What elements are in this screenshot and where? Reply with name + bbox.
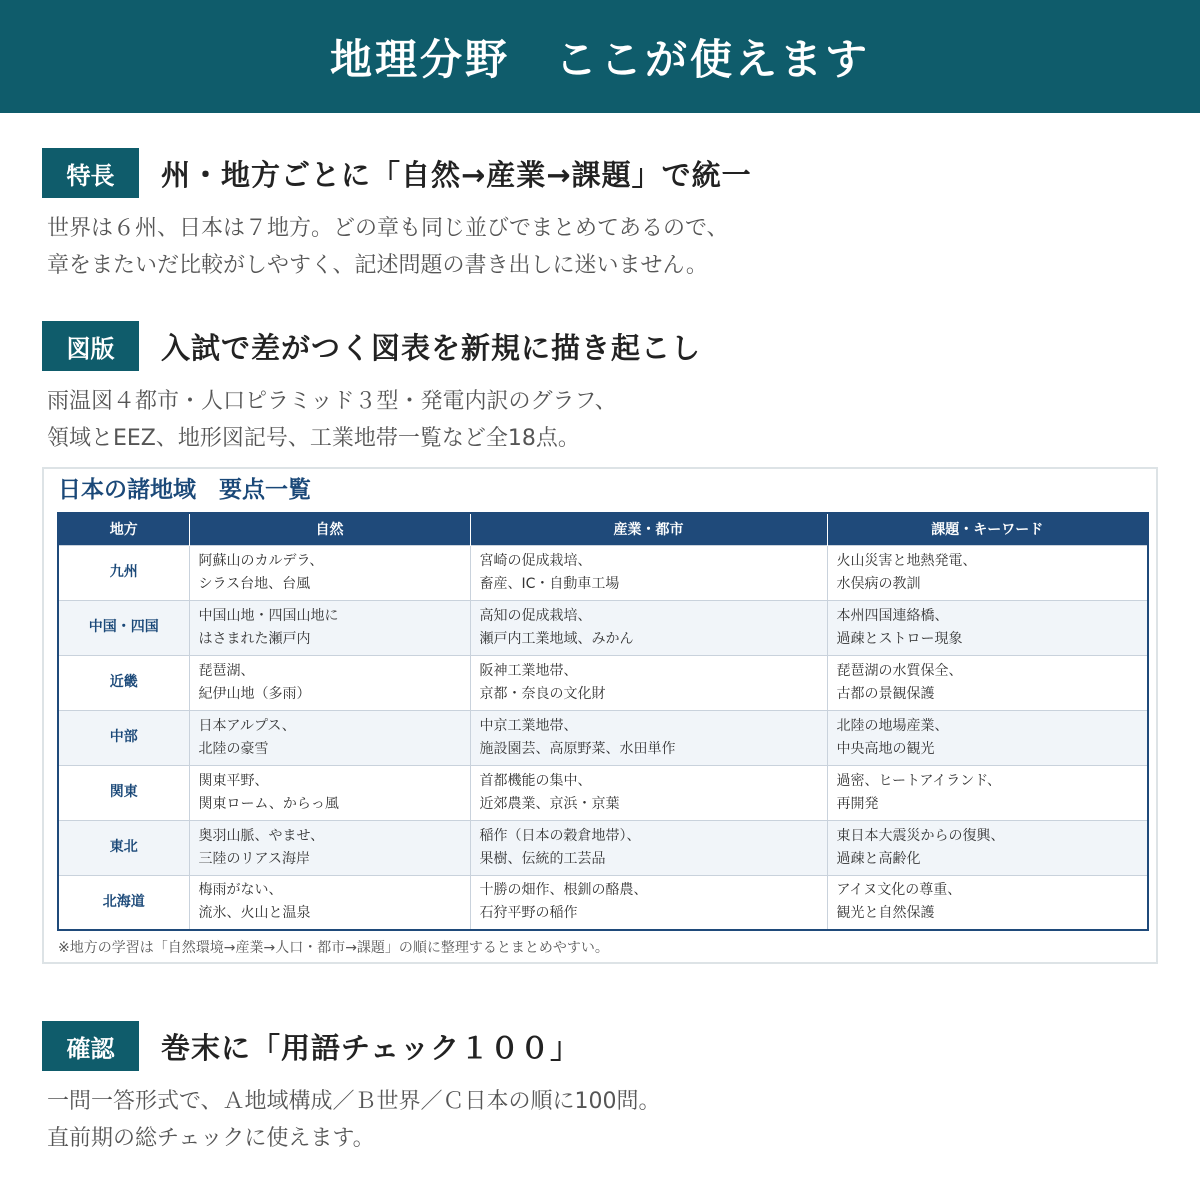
section-description: [47, 383, 1158, 457]
nature-cell: 中国山地・四国山地に はさまれた瀬戸内: [189, 600, 470, 655]
section-tag: 図版: [42, 321, 139, 371]
section-header: [42, 148, 1158, 198]
page-banner: [0, 0, 1200, 113]
issues-cell: 琵琶湖の水質保全、 古都の景観保護: [827, 655, 1148, 710]
issues-cell: 東日本大震災からの復興、 過疎と高齢化: [827, 820, 1148, 875]
industry-cell: 宮崎の促成栽培、 畜産、IC・自動車工場: [470, 545, 827, 600]
issues-cell: 北陸の地場産業、 中央高地の観光: [827, 710, 1148, 765]
section-description: [47, 1083, 1158, 1157]
nature-cell: 阿蘇山のカルデラ、 シラス台地、台風: [189, 545, 470, 600]
figure-note: ※地方の学習は「自然環境→産業→人口・都市→課題」の順に整理するとまとめやすい。: [58, 940, 609, 956]
section-check: [42, 1021, 1158, 1157]
region-cell: 近畿: [58, 655, 189, 710]
industry-cell: 十勝の畑作、根釧の酪農、 石狩平野の稲作: [470, 875, 827, 930]
table-row: [58, 545, 1148, 600]
region-cell: 中国・四国: [58, 600, 189, 655]
section-heading: 巻末に「用語チェック１００」: [161, 1030, 581, 1065]
table-header-row: [58, 513, 1148, 545]
table-row: [58, 655, 1148, 710]
region-cell: 関東: [58, 765, 189, 820]
section-features: [42, 148, 1158, 284]
table-row: [58, 765, 1148, 820]
section-tag: 確認: [42, 1021, 139, 1071]
description-line: 章をまたいだ比較がしやすく、記述問題の書き出しに迷いません。: [47, 253, 708, 278]
table-row: [58, 600, 1148, 655]
column-header-industry: 産業・都市: [470, 513, 827, 545]
description-line: 雨温図４都市・人口ピラミッド３型・発電内訳のグラフ、: [47, 389, 617, 414]
column-header-nature: 自然: [189, 513, 470, 545]
banner-title: 地理分野 ここが使えます: [329, 34, 870, 84]
nature-cell: 梅雨がない、 流氷、火山と温泉: [189, 875, 470, 930]
table-row: [58, 820, 1148, 875]
regions-table: [57, 512, 1149, 931]
issues-cell: 過密、ヒートアイランド、 再開発: [827, 765, 1148, 820]
industry-cell: 中京工業地帯、 施設園芸、高原野菜、水田単作: [470, 710, 827, 765]
section-tag: 特長: [42, 148, 139, 198]
industry-cell: 稲作（日本の穀倉地帯）、 果樹、伝統的工芸品: [470, 820, 827, 875]
issues-cell: 火山災害と地熱発電、 水俣病の教訓: [827, 545, 1148, 600]
nature-cell: 関東平野、 関東ローム、からっ風: [189, 765, 470, 820]
description-line: 世界は６州、日本は７地方。どの章も同じ並びでまとめてあるので、: [47, 216, 729, 241]
nature-cell: 奥羽山脈、やませ、 三陸のリアス海岸: [189, 820, 470, 875]
issues-cell: アイヌ文化の尊重、 観光と自然保護: [827, 875, 1148, 930]
section-figures: [42, 321, 1158, 457]
section-heading: 入試で差がつく図表を新規に描き起こし: [161, 330, 702, 365]
section-header: [42, 321, 1158, 371]
table-row: [58, 710, 1148, 765]
column-header-region: 地方: [58, 513, 189, 545]
industry-cell: 阪神工業地帯、 京都・奈良の文化財: [470, 655, 827, 710]
description-line: 直前期の総チェックに使えます。: [47, 1126, 375, 1151]
description-line: 一問一答形式で、Ａ地域構成／Ｂ世界／Ｃ日本の順に100問。: [47, 1089, 661, 1114]
nature-cell: 日本アルプス、 北陸の豪雪: [189, 710, 470, 765]
region-cell: 北海道: [58, 875, 189, 930]
section-heading: 州・地方ごとに「自然→産業→課題」で統一: [161, 157, 752, 192]
table-row: [58, 875, 1148, 930]
industry-cell: 首都機能の集中、 近郊農業、京浜・京葉: [470, 765, 827, 820]
section-header: [42, 1021, 1158, 1071]
region-cell: 中部: [58, 710, 189, 765]
nature-cell: 琵琶湖、 紀伊山地（多雨）: [189, 655, 470, 710]
figure-title: 日本の諸地域 要点一覧: [58, 477, 311, 503]
section-description: [47, 210, 1158, 284]
issues-cell: 本州四国連絡橋、 過疎とストロー現象: [827, 600, 1148, 655]
column-header-issues: 課題・キーワード: [827, 513, 1148, 545]
region-cell: 九州: [58, 545, 189, 600]
regions-summary-figure: [42, 467, 1158, 964]
industry-cell: 高知の促成栽培、 瀬戸内工業地域、みかん: [470, 600, 827, 655]
region-cell: 東北: [58, 820, 189, 875]
description-line: 領域とEEZ、地形図記号、工業地帯一覧など全18点。: [47, 426, 580, 451]
